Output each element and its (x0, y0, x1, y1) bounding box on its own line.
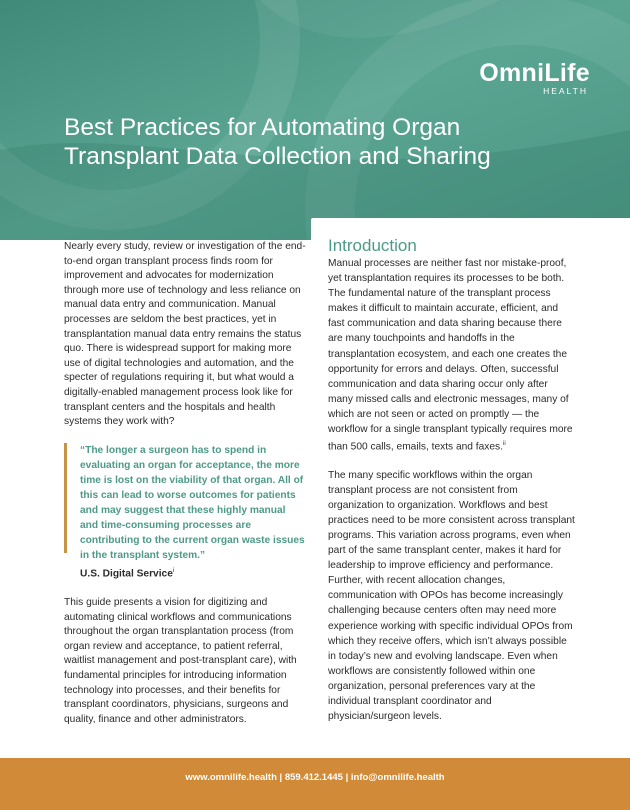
hero-banner (0, 0, 630, 240)
left-column-intro (64, 240, 308, 430)
footer-contact: www.omnilife.health | 859.412.1445 | info@omnilife.health (185, 772, 445, 783)
introduction-paragraph-2: The many specific workflows within the organ transplant process are not consistent from organization to organization. Workflows and best practices need to be more consistent across transplant programs. This variation across programs, even when part of the same transplant center, makes it hard for leadership to improve efficiency and performance. Further, with recent allocation changes, communication with OPOs has become increasingly challenging because centers often may need more experience working with specific individual OPOs from which they receive offers, which isn’t always possible in today’s new and evolving landscape. Even when workflows are consistently followed within one organization, personal preferences vary at the individual transplant coordinator and physician/surgeon levels. (328, 469, 575, 723)
footer-bar (0, 758, 630, 810)
intro-paragraph: Nearly every study, review or investigation of the end-to-end organ transplant process finds room for improvement and advocates for modernization through more use of technology and less reliance on manual data entry and communication. Manual processes are seldom the best practices, yet in transplantation manual data entry remains the status quo. There is widespread support for making more use of digital technologies and automation, and the specter of regulations requiring it, but what would a digitally-enabled management process look like for transplant centers and the hospitals and health systems they work with? (64, 241, 306, 428)
quote-footnote-ref: i (172, 568, 175, 574)
right-column (328, 236, 575, 724)
introduction-paragraph-1-text: Manual processes are neither fast nor mistake-proof, yet transplantation requires its processes to be both. The fundamental nature of the transplant process makes it difficult to maintain accurate, efficient, and fast communication and data sharing because there are many touchpoints and handoffs in the transplantation ecosystem, and each one creates the opportunity for errors and delays. Often, successful communication and data sharing occur only after many missed calls and electronic messages, many of which are not seen or acted on promptly — the workflow for a single transplant typically requires more than 500 calls, emails, texts and faxes. (328, 258, 573, 453)
quote-source-name: U.S. Digital Service (80, 568, 173, 580)
introduction-footnote-ref: ii (502, 441, 506, 448)
page-title: Best Practices for Automating Organ Transplant Data Collection and Sharing (64, 114, 491, 170)
quote-accent-bar (64, 443, 67, 553)
guide-paragraph: This guide presents a vision for digitizing and automating clinical workflows and communications throughout the organ transplantation process (from organ review and acceptance, to patient referral, waitlist management and post-transplant care), with fundamental principles for introducing information technology into processes, and their benefits for transplant coordinators, physicians, surgeons and quality, finance and other administrators. (64, 597, 297, 725)
omnilife-logo (479, 60, 590, 96)
logo-subtext: HEALTH (543, 86, 588, 96)
logo-wordmark: OmniLife (479, 59, 590, 87)
quote-text: “The longer a surgeon has to spend in evaluating an organ for acceptance, the more time is lost on the viability of that organ. All of this can lead to worse outcomes for patients and may suggest that these highly manual and time-consuming processes are contributing to the current organ waste issues in the transplant system.” (80, 445, 305, 561)
introduction-heading: Introduction (328, 236, 417, 255)
introduction-paragraph-1 (328, 256, 575, 455)
quote-source (80, 568, 174, 579)
